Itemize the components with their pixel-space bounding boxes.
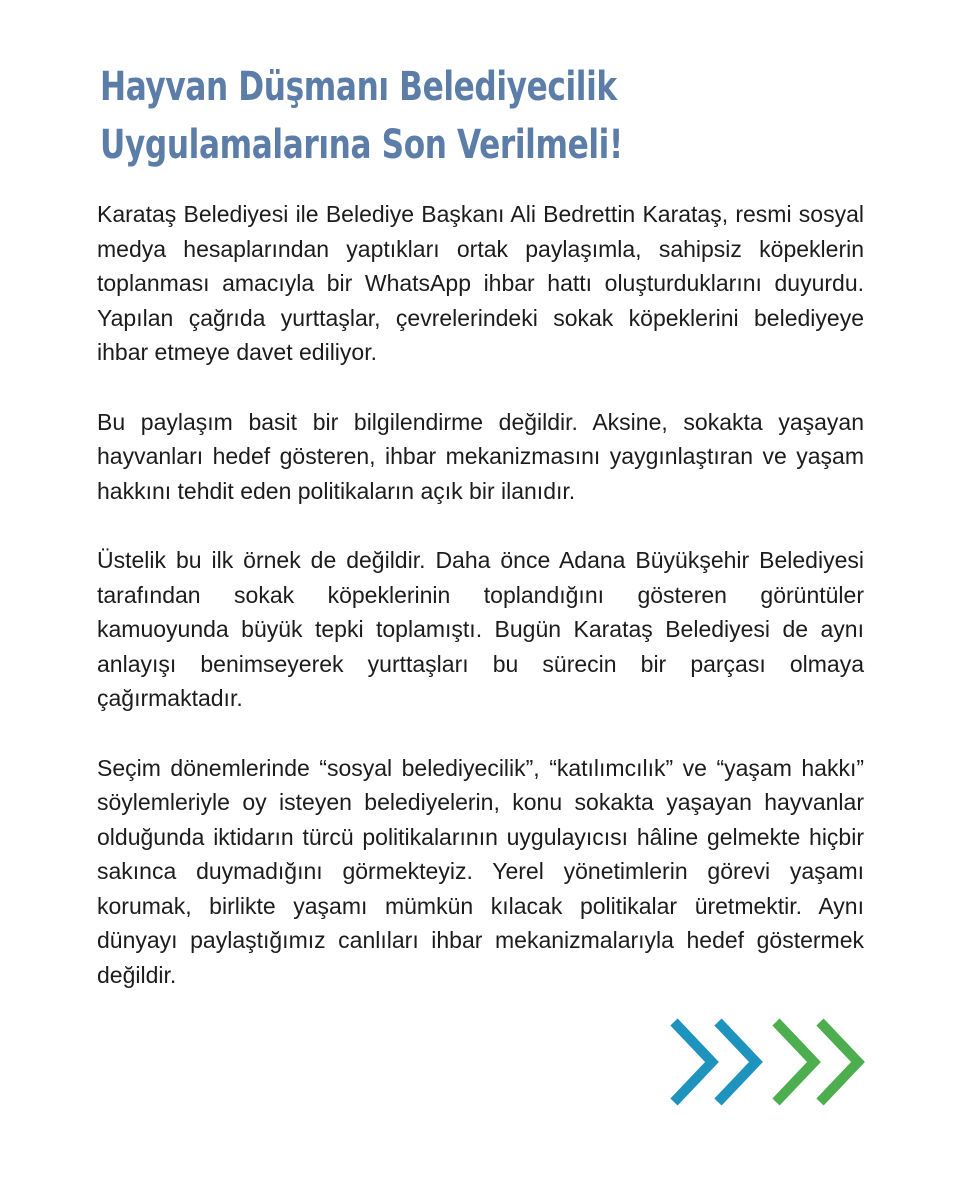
chevron-arrows-decoration — [668, 1018, 868, 1108]
paragraph-4: Seçim dönemlerinde “sosyal belediyecilik”, “katılımcılık” ve “yaşam hakkı” söylemleriyle oy isteyen belediyelerin, konu sokakta yaşayan hayvanlar olduğunda iktidarın türcü politikalarının uygulayıcısı hâline gelmekte hiçbir sakınca duymadığını görmekteyiz. Yerel yönetimlerin görevi yaşamı korumak, birlikte yaşamı mümkün kılacak politikalar üretmektir. Aynı dünyayı paylaştığımız canlıları ihbar mekanizmalarıyla hedef göstermek değildir. — [97, 754, 864, 989]
paragraph-3: Üstelik bu ilk örnek de değildir. Daha önce Adana Büyükşehir Belediyesi tarafından sokak köpeklerinin toplandığını gösteren görüntüler kamuoyunda büyük tepki toplamıştı. Bugün Karataş Belediyesi de aynı anlayışı benimseyerek yurttaşları bu sürecin bir parçası olmaya çağırmaktadır. — [97, 546, 864, 712]
paragraph-1: Karataş Belediyesi ile Belediye Başkanı Ali Bedrettin Karataş, resmi sosyal medya hesaplarından yaptıkları ortak paylaşımla, sahipsiz köpeklerin toplanması amacıyla bir WhatsApp ihbar hattı oluşturduklarını duyurdu. Yapılan çağrıda yurttaşlar, çevrelerindeki sokak köpeklerini belediyeye ihbar etmeye davet ediliyor. — [97, 201, 864, 366]
chevron-right-icon — [776, 1022, 814, 1102]
chevron-right-icon — [674, 1022, 712, 1102]
statement-title: Hayvan Düşmanı Belediyecilik Uygulamalarına Son Verilmeli! — [100, 64, 623, 168]
chevron-right-icon — [820, 1022, 858, 1102]
statement-body — [97, 197, 864, 1027]
paragraph-2: Bu paylaşım basit bir bilgilendirme değildir. Aksine, sokakta yaşayan hayvanları hedef gösteren, ihbar mekanizmasını yaygınlaştıran ve yaşam hakkını tehdit eden politikaların açık bir ilanıdır. — [97, 408, 864, 504]
chevron-right-icon — [718, 1022, 756, 1102]
